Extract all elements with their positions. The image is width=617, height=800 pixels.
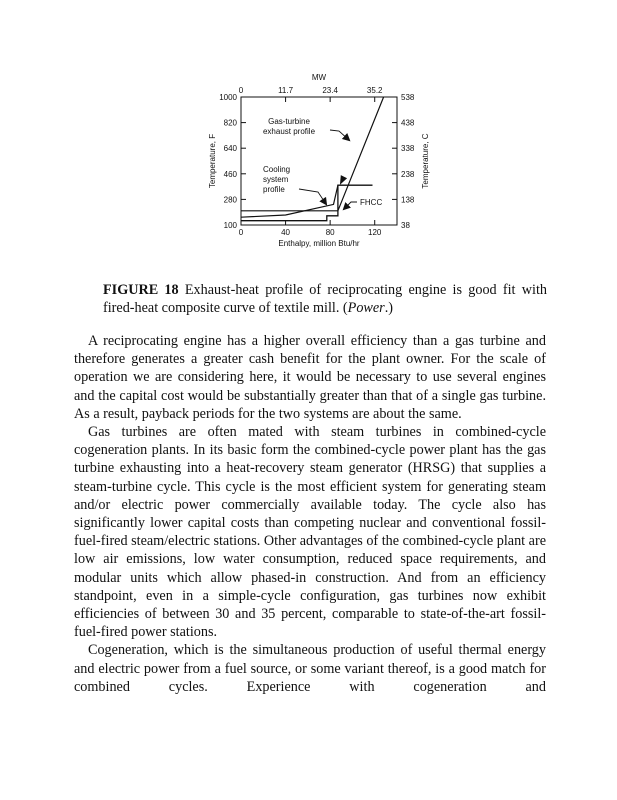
y2-tick-label: 238 [401,169,415,179]
series-cooling-system [241,185,338,217]
annotation-gas-turbine: Gas-turbine [268,117,310,126]
caption-end: .) [384,300,393,316]
chart-svg [0,0,617,265]
x-tick-label: 80 [325,228,335,237]
paragraph-reciprocating-engine: A reciprocating engine has a higher overall efficiency than a gas turbine and therefore generates a greater cash benefit for the plant owner. For the scale of operation we are considering here, it would be necessary to use several engines and the capital cost would be substantially greater than that of a single gas turbine. As a result, payback periods for the two systems are about the same. [74,333,546,422]
y2-tick-label: 538 [401,93,415,102]
annotation-gas-turbine: exhaust profile [262,127,316,136]
annotation-fhcc-leader [344,202,357,209]
annotation-cooling-system: system [263,175,289,184]
y-tick-label: 640 [223,144,237,154]
gas-turbine-arrowhead [340,175,347,185]
top-tick-label: 11.7 [278,86,294,95]
y-tick-label: 460 [223,169,237,179]
y-tick-label: 1000 [219,93,237,102]
y2-axis-title: Temperature, C [421,133,430,189]
top-axis-title: MW [311,73,327,82]
figure-caption [103,281,547,317]
annotation-gas-turbine-leader [330,130,349,140]
y-tick-label: 280 [223,195,237,205]
x-tick-label: 40 [281,228,291,237]
y-tick-label: 820 [223,118,237,128]
annotation-cooling-system: profile [263,185,285,194]
paragraph-combined-cycle: Gas turbines are often mated with steam turbines in combined-cycle cogeneration plants. In its basic form the combined-cycle power plant has the gas turbine exhausting into a heat-recovery steam generator (HRSG) that supplies a steam-turbine cycle. This cycle is the most efficient system for generating steam and/or electric power commercially available today. The cycle also has significantly lower capital costs than competing nuclear and conventional fossil-fuel-fired steam/electric stations. Other advantages of the combined-cycle plant are low air emissions, low water consumption, reduced space requirements, and modular units which allow phased-in construction. And from an efficiency standpoint, even in a simple-cycle configuration, gas turbines now exhibit efficiencies of between 30 and 35 percent, comparable to state-of-the-art fossil-fuel-fired power stations. [74,424,546,641]
body-text [74,332,546,696]
figure-18 [0,0,617,270]
enthalpy-temperature-chart [0,0,617,270]
paragraph-cogeneration: Cogeneration, which is the simultaneous production of useful thermal energy and electric power from a fuel source, or some variant thereof, is a good match for combined cycles. Experience with cogeneration and [74,642,546,695]
top-tick-label: 35.2 [366,86,383,95]
annotation-cooling-leader [299,189,326,204]
y2-tick-label: 438 [401,118,415,128]
figure-label: FIGURE 18 [103,282,179,298]
y-tick-label: 100 [223,221,237,230]
top-tick-label: 0 [238,86,244,95]
annotation-cooling-system: Cooling [263,165,291,174]
caption-text: Exhaust-heat profile of reciprocating engine is good fit with fired-heat composite curve of textile mill. ( [103,282,547,316]
y2-tick-label: 138 [401,195,415,205]
y2-tick-label: 38 [401,221,410,230]
x-tick-label: 0 [238,228,244,237]
x-axis-title: Enthalpy, million Btu/hr [278,239,360,248]
y2-tick-label: 338 [401,144,415,154]
caption-source: Power [347,300,385,316]
y-axis-title: Temperature, F [208,133,217,189]
x-tick-label: 120 [368,228,382,237]
annotation-fhcc: FHCC [360,198,383,207]
top-tick-label: 23.4 [322,86,338,95]
